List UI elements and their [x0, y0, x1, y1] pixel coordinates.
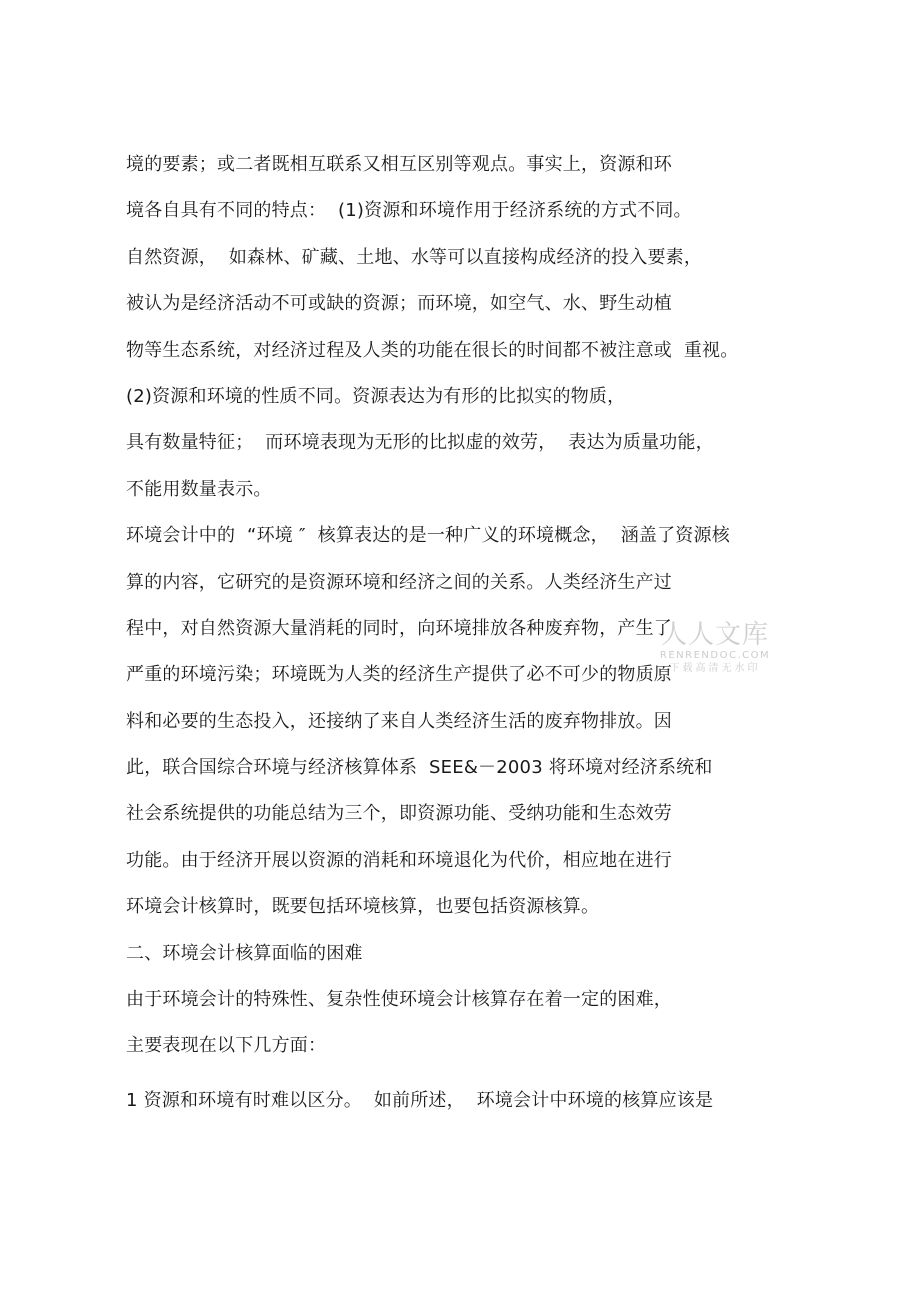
- text-line: 1 资源和环境有时难以区分。 如前所述， 环境会计中环境的核算应该是: [126, 1089, 714, 1111]
- text-line: 社会系统提供的功能总结为三个，即资源功能、受纳功能和生态效劳: [126, 803, 672, 825]
- text-line: 被认为是经济活动不可或缺的资源；而环境，如空气、水、野生动植: [126, 293, 672, 315]
- text-line: 境各自具有不同的特点： (1)资源和环境作用于经济系统的方式不同。: [126, 200, 692, 222]
- text-line: 严重的环境污染；环境既为人类的经济生产提供了必不可少的物质原: [126, 664, 672, 686]
- text-line: 此，联合国综合环境与经济核算体系 SEE&－2003 将环境对经济系统和: [126, 757, 713, 779]
- text-line: 主要表现在以下几方面：: [126, 1035, 327, 1057]
- text-line: 不能用数量表示。: [126, 478, 272, 500]
- text-line: 具有数量特征； 而环境表现为无形的比拟虚的效劳， 表达为质量功能，: [126, 432, 714, 454]
- watermark-tagline: 下载高清无水印: [669, 663, 761, 674]
- text-line: 环境会计中的 “环境 ″ 核算表达的是一种广义的环境概念， 涵盖了资源核: [126, 525, 730, 547]
- text-line: 算的内容，它研究的是资源环境和经济之间的关系。人类经济生产过: [126, 571, 672, 593]
- watermark-title: 人人文库: [660, 620, 769, 650]
- text-line: 境的要素；或二者既相互联系又相互区别等观点。事实上，资源和环: [126, 154, 672, 175]
- text-line: 料和必要的生态投入，还接纳了来自人类经济生活的废弃物排放。因: [126, 710, 672, 732]
- text-line: 由于环境会计的特殊性、复杂性使环境会计核算存在着一定的困难，: [126, 989, 672, 1011]
- document-body: [126, 150, 786, 1132]
- section-heading: 二、环境会计核算面临的困难: [126, 942, 363, 964]
- text-line: 程中，对自然资源大量消耗的同时，向环境排放各种废弃物，产生了: [126, 617, 672, 639]
- text-line: 自然资源， 如森林、矿藏、土地、水等可以直接构成经济的投入要素，: [126, 246, 703, 268]
- text-line: (2)资源和环境的性质不同。资源表达为有形的比拟实的物质，: [126, 385, 626, 407]
- text-line: 功能。由于经济开展以资源的消耗和环境退化为代价，相应地在进行: [126, 849, 672, 871]
- watermark-url: RENRENDOC.COM: [659, 650, 771, 661]
- text-line: 环境会计核算时，既要包括环境核算，也要包括资源核算。: [126, 896, 600, 918]
- text-line: 物等生态系统，对经济过程及人类的功能在很长的时间都不被注意或 重视。: [126, 339, 739, 361]
